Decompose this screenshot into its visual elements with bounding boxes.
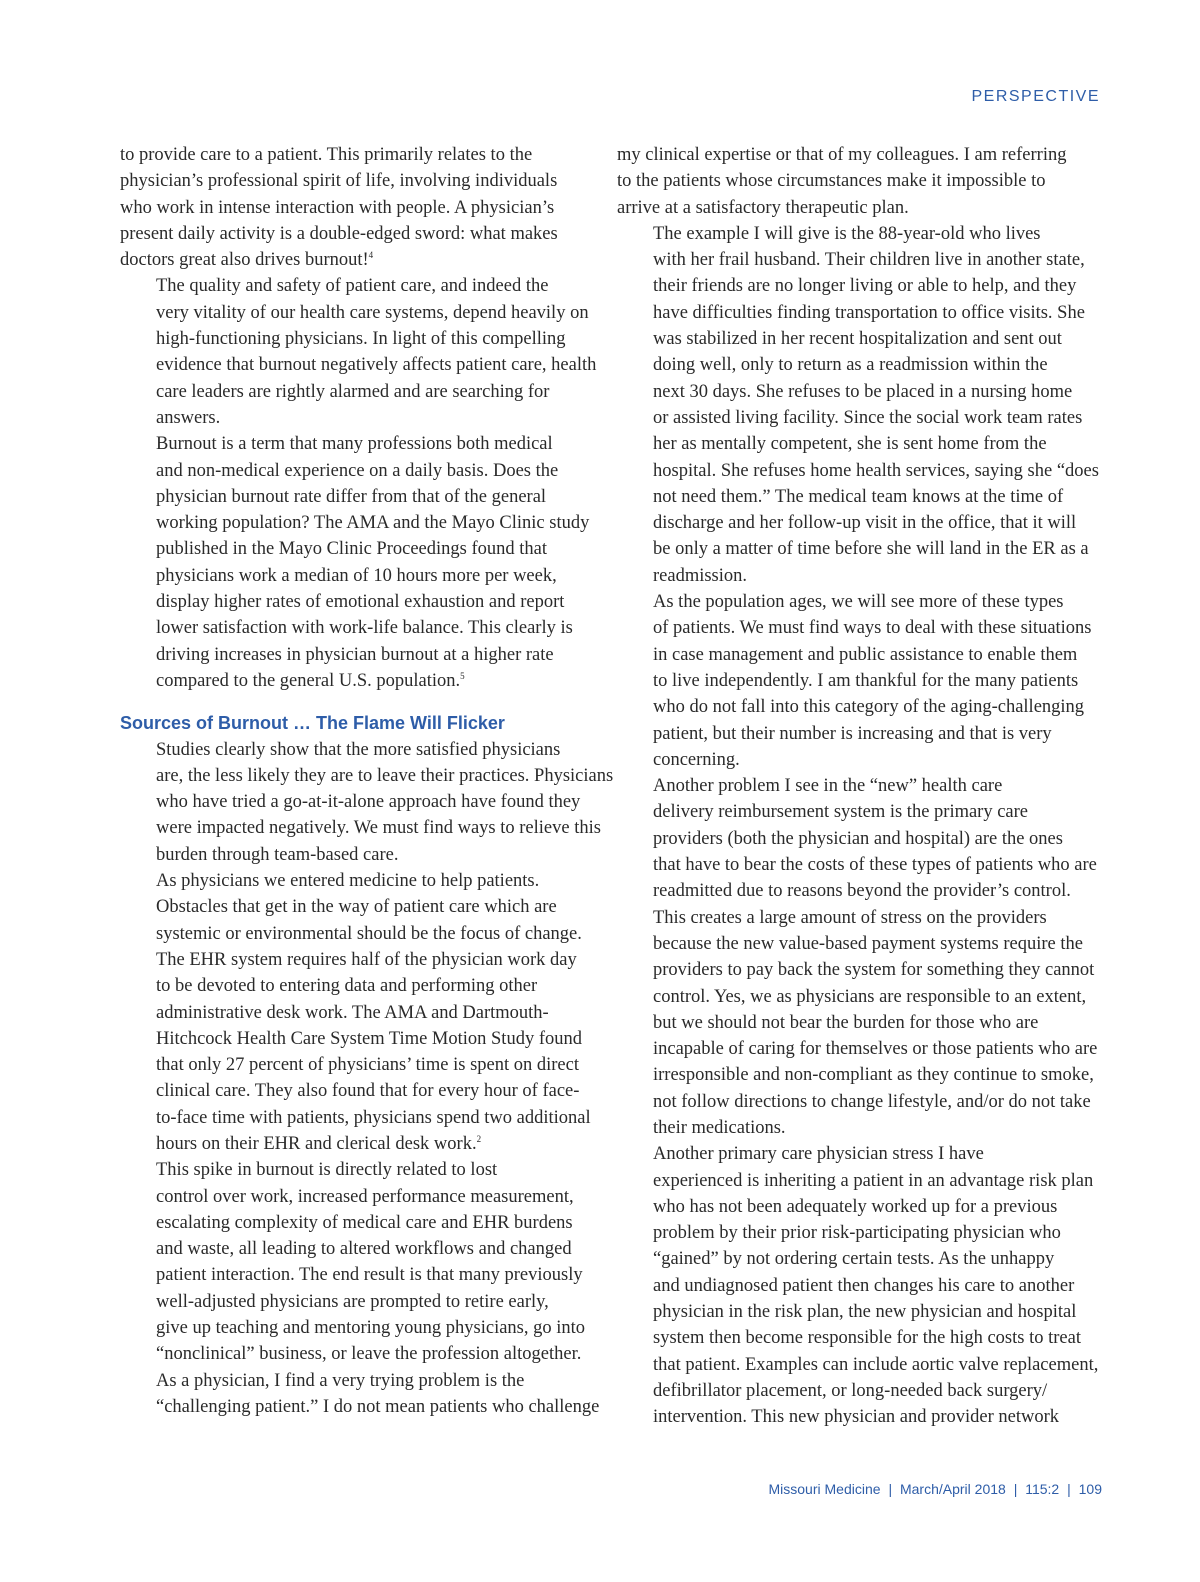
text-line: patient, but their number is increasing and that is very	[653, 723, 1052, 744]
text-line: The EHR system requires half of the physician work day	[156, 949, 577, 970]
text-line: concerning.	[653, 749, 740, 770]
text-line: clinical care. They also found that for every hour of face-	[156, 1081, 580, 1102]
text-line: physician’s professional spirit of life, involving individuals	[120, 171, 558, 192]
text-line: or assisted living facility. Since the social work team rates	[653, 407, 1083, 428]
text-line: have difficulties finding transportation to office visits. She	[653, 302, 1085, 323]
section-label: PERSPECTIVE	[971, 88, 1100, 105]
text-line: physicians work a median of 10 hours more per week,	[156, 565, 557, 586]
footnote-ref: 5	[460, 670, 465, 681]
text-line: “gained” by not ordering certain tests. As the unhappy	[653, 1249, 1055, 1270]
left-paragraph-7	[120, 1368, 598, 1421]
text-line: “challenging patient.” I do not mean patients who challenge	[156, 1396, 600, 1417]
text-line: working population? The AMA and the Mayo Clinic study	[156, 513, 590, 534]
text-line: evidence that burnout negatively affects patient care, health	[156, 355, 597, 376]
issue-date: March/April 2018	[899, 1481, 1006, 1497]
text-line: present daily activity is a double-edged sword: what makes	[120, 223, 558, 244]
text-line: published in the Mayo Clinic Proceedings found that	[156, 539, 548, 560]
text-line: incapable of caring for themselves or those patients who are	[653, 1039, 1098, 1060]
text-line: lower satisfaction with work-life balance. This clearly is	[156, 618, 573, 639]
text-line: As the population ages, we will see more of these types	[653, 592, 1064, 613]
text-line: control. Yes, we as physicians are responsible to an extent,	[653, 986, 1087, 1007]
text-line: who do not fall into this category of the aging-challenging	[653, 697, 1085, 718]
journal-name: Missouri Medicine	[768, 1481, 881, 1497]
text-line: who have tried a go-at-it-alone approach have found they	[156, 792, 581, 813]
text-line: Obstacles that get in the way of patient care which are	[156, 897, 557, 918]
text-line: systemic or environmental should be the focus of change.	[156, 923, 582, 944]
text-line: Burnout is a term that many professions both medical	[156, 434, 553, 455]
text-line: providers (both the physician and hospital) are the ones	[653, 828, 1063, 849]
text-line: doctors great also drives burnout!$^4$	[120, 250, 374, 271]
text-line: very vitality of our health care systems, depend heavily on	[156, 302, 589, 323]
left-paragraph-4	[120, 737, 614, 868]
text-line: was stabilized in her recent hospitalization and sent out	[653, 329, 1062, 350]
right-paragraph-4	[617, 773, 1098, 1141]
text-line: be only a matter of time before she will land in the ER as a	[653, 539, 1089, 560]
left-paragraph-5	[120, 868, 598, 1157]
text-line: physician burnout rate differ from that of the general	[156, 486, 547, 507]
footer-separator: |	[1067, 1481, 1071, 1497]
left-column	[120, 142, 614, 1420]
text-line: readmitted due to reasons beyond the provider’s control.	[653, 881, 1071, 902]
text-line: next 30 days. She refuses to be placed in a nursing home	[653, 381, 1073, 402]
right-column	[617, 142, 1099, 1431]
text-line: not follow directions to change lifestyle, and/or do not take	[653, 1091, 1091, 1112]
text-line: high-functioning physicians. In light of this compelling	[156, 329, 566, 350]
text-line: readmission.	[653, 565, 748, 586]
page-footer	[769, 1481, 1103, 1497]
text-line: burden through team-based care.	[156, 844, 399, 865]
text-line: As a physician, I find a very trying problem is the	[156, 1370, 525, 1391]
left-paragraph-6	[120, 1157, 598, 1367]
text-line: to-face time with patients, physicians spend two additional	[156, 1107, 591, 1128]
text-line: who has not been adequately worked up for a previous	[653, 1196, 1058, 1217]
right-paragraph-1	[617, 142, 1095, 221]
text-line: her as mentally competent, she is sent home from the	[653, 434, 1047, 455]
left-paragraph-3	[120, 431, 598, 694]
text-line: As physicians we entered medicine to help patients.	[156, 871, 540, 892]
text-line: to the patients whose circumstances make it impossible to	[617, 171, 1046, 192]
page-number: 109	[1078, 1481, 1102, 1497]
section-subheading: Sources of Burnout … The Flame Will Flicker	[120, 713, 505, 734]
text-line: arrive at a satisfactory therapeutic plan.	[617, 197, 909, 218]
footnote-ref: 4	[368, 250, 374, 261]
text-line: care leaders are rightly alarmed and are searching for	[156, 381, 550, 402]
footer-separator: |	[888, 1481, 893, 1497]
text-line: Studies clearly show that the more satisfied physicians	[156, 739, 561, 760]
text-line: This spike in burnout is directly related to lost	[156, 1160, 498, 1181]
text-line: hospital. She refuses home health services, saying she “does	[653, 460, 1099, 481]
text-line: to be devoted to entering data and performing other	[156, 976, 538, 997]
text-line: in case management and public assistance to enable them	[653, 644, 1078, 665]
text-line: control over work, increased performance measurement,	[156, 1186, 574, 1207]
text-line: who work in intense interaction with people. A physician’s	[120, 197, 555, 218]
left-paragraph-2	[120, 273, 598, 431]
text-line: driving increases in physician burnout at a higher rate	[156, 644, 554, 665]
text-line: to provide care to a patient. This primarily relates to the	[120, 145, 533, 165]
text-line: patient interaction. The end result is that many previously	[156, 1265, 583, 1286]
text-line: providers to pay back the system for something they cannot	[653, 960, 1095, 981]
right-paragraph-5	[617, 1141, 1099, 1430]
text-line: display higher rates of emotional exhaustion and report	[156, 592, 565, 613]
volume-number: 115:2	[1025, 1481, 1060, 1497]
text-line: their medications.	[653, 1117, 786, 1138]
text-line: “nonclinical” business, or leave the profession altogether.	[156, 1344, 582, 1365]
left-paragraph-1	[120, 142, 598, 273]
text-line: that only 27 percent of physicians’ time is spent on direct	[156, 1055, 579, 1076]
text-line: that patient. Examples can include aortic valve replacement,	[653, 1354, 1099, 1375]
text-line: that have to bear the costs of these types of patients who are	[653, 855, 1097, 876]
text-line: give up teaching and mentoring young physicians, go into	[156, 1318, 586, 1339]
text-line: problem by their prior risk-participating physician who	[653, 1223, 1061, 1244]
text-line: The example I will give is the 88-year-old who lives	[653, 223, 1041, 244]
text-line: compared to the general U.S. population.$^5$	[156, 670, 465, 691]
text-line: Another problem I see in the “new” health care	[653, 776, 1003, 797]
text-line: irresponsible and non-compliant as they continue to smoke,	[653, 1065, 1094, 1086]
text-line: answers.	[156, 407, 221, 428]
text-line: well-adjusted physicians are prompted to retire early,	[156, 1291, 549, 1312]
text-line: hours on their EHR and clerical desk work.$^2$	[156, 1133, 482, 1154]
text-line: and waste, all leading to altered workflows and changed	[156, 1239, 572, 1260]
text-line: physician in the risk plan, the new physician and hospital	[653, 1302, 1077, 1323]
text-line: delivery reimbursement system is the primary care	[653, 802, 1029, 823]
text-line: discharge and her follow-up visit in the office, that it will	[653, 513, 1077, 534]
text-line: intervention. This new physician and provider network	[653, 1407, 1060, 1428]
text-line: to live independently. I am thankful for the many patients	[653, 670, 1079, 691]
text-line: The quality and safety of patient care, and indeed the	[156, 276, 549, 297]
text-line: escalating complexity of medical care and EHR burdens	[156, 1212, 573, 1233]
text-line: experienced is inheriting a patient in an advantage risk plan	[653, 1170, 1094, 1191]
right-paragraph-2	[617, 221, 1099, 589]
text-line: are, the less likely they are to leave their practices. Physicians	[156, 765, 614, 786]
text-line: of patients. We must find ways to deal with these situations	[653, 618, 1092, 639]
text-line: This creates a large amount of stress on the providers	[653, 907, 1047, 928]
text-line: administrative desk work. The AMA and Dartmouth-	[156, 1002, 549, 1023]
text-line: their friends are no longer living or able to help, and they	[653, 276, 1077, 297]
text-line: with her frail husband. Their children live in another state,	[653, 250, 1085, 271]
text-line: but we should not bear the burden for those who are	[653, 1012, 1039, 1033]
footer-separator: |	[1013, 1481, 1018, 1497]
text-line: doing well, only to return as a readmission within the	[653, 355, 1048, 376]
right-paragraph-3	[617, 589, 1095, 773]
footnote-ref: 2	[476, 1133, 482, 1144]
text-line: my clinical expertise or that of my colleagues. I am referring	[617, 145, 1067, 165]
text-line: Another primary care physician stress I have	[653, 1144, 984, 1165]
text-line: because the new value-based payment systems require the	[653, 933, 1083, 954]
text-line: not need them.” The medical team knows at the time of	[653, 486, 1064, 507]
text-line: defibrillator placement, or long-needed back surgery/	[653, 1380, 1048, 1401]
text-line: were impacted negatively. We must find ways to relieve this	[156, 818, 601, 839]
text-line: Hitchcock Health Care System Time Motion Study found	[156, 1028, 582, 1049]
text-line: system then become responsible for the high costs to treat	[653, 1328, 1081, 1349]
text-line: and non-medical experience on a daily basis. Does the	[156, 460, 559, 481]
text-line: and undiagnosed patient then changes his care to another	[653, 1275, 1075, 1296]
